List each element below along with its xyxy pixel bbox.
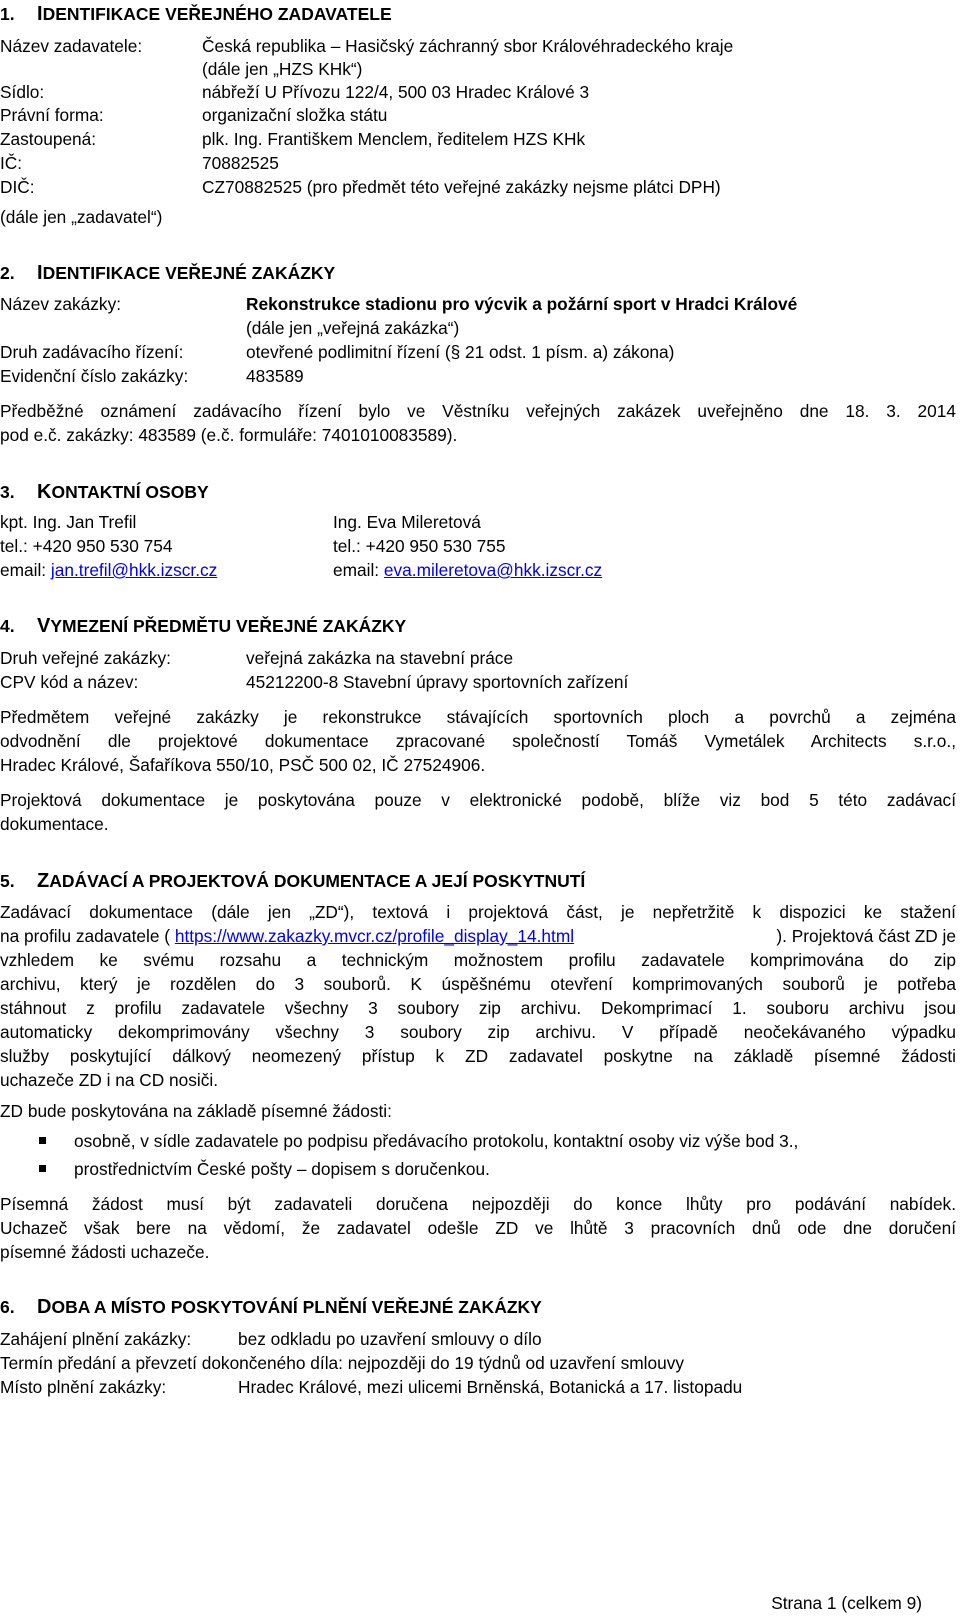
s4-paragraph-2: Projektová dokumentace je poskytována pouze v elektronické podobě, blíže viz bod 5 této zadávací dokumentace. (0, 790, 956, 834)
contact-2-tel: tel.: +420 950 530 755 (333, 536, 506, 556)
contact-1-email-row: email: jan.trefil@hkk.izscr.cz (0, 560, 218, 580)
contact-2-email-link[interactable]: eva.mileretova@hkk.izscr.cz (383, 560, 603, 580)
section-5-heading: 5. ZADÁVACÍ A PROJEKTOVÁ DOKUMENTACE A JEJÍ POSKYTNUTÍ (0, 870, 586, 892)
s5-paragraph-1: Zadávací dokumentace (dále jen „ZD“), textová i projektová část, je nepřetržitě k dispozici ke stažení na profilu zadavatele ( https://www.zakazky.mvcr.cz/profile_display_14.html ). Projektová část ZD je vzhledem ke svému rozsahu a technickým možnostem profilu zadavatele komprimována do zip archivu, který je rozdělen do 3 souborů. K úspěšnému otevření komprimovaných souborů je potřeba stáhnout z profilu zadavatele všechny 3 soubory zip archivu. Dekomprimací 1. souboru archivu jsou automaticky dekomprimovány všechny 3 soubory zip archivu. V případě neočekávaného výpadku služby poskytující dálkový neomezený přístup k ZD zadavatel poskytne na základě písemné žádosti uchazeče ZD i na CD nosiči. (0, 902, 956, 1090)
s4-paragraph-1: Předmětem veřejné zakázky je rekonstrukce stávajících sportovních ploch a povrchů a zejména odvodnění dle projektové dokumentace zpracované společností Tomáš Vymetálek Architects s.r.o., Hradec Králové, Šafaříkova 550/10, PSČ 500 02, IČ 27524906. (0, 707, 956, 775)
section-1-heading: 1. IDENTIFIKACE VEŘEJNÉHO ZADAVATELE (0, 3, 392, 25)
section-4-heading: 4. VYMEZENÍ PŘEDMĚTU VEŘEJNÉ ZAKÁZKY (0, 615, 407, 637)
section-2-heading: 2. IDENTIFIKACE VEŘEJNÉ ZAKÁZKY (0, 262, 336, 284)
contact-1-name: kpt. Ing. Jan Trefil (0, 512, 137, 532)
s5-paragraph-3: Písemná žádost musí být zadavateli doručena nejpozději do konce lhůty pro podávání nabídek. Uchazeč však bere na vědomí, že zadavatel odešle ZD ve lhůtě 3 pracovních dnů ode dne doručení písemné žádosti uchazeče. (0, 1194, 956, 1262)
section-6-heading: 6. DOBA A MÍSTO POSKYTOVÁNÍ PLNĚNÍ VEŘEJNÉ ZAKÁZKY (0, 1296, 542, 1318)
contact-2-email-row: email: eva.mileretova@hkk.izscr.cz (333, 560, 603, 580)
contact-2-name: Ing. Eva Mileretová (333, 512, 481, 532)
contact-1-email-link[interactable]: jan.trefil@hkk.izscr.cz (50, 560, 218, 580)
s5-paragraph-2: ZD bude poskytována na základě písemné žádosti: (0, 1101, 392, 1121)
contact-1-tel: tel.: +420 950 530 754 (0, 536, 173, 556)
bullet-square-icon (39, 1165, 46, 1172)
bullet-square-icon (39, 1137, 46, 1144)
s1-note: (dále jen „zadavatel“) (0, 207, 163, 227)
page-footer: Strana 1 (celkem 9) (771, 1593, 922, 1613)
section-3-heading: 3. KONTAKTNÍ OSOBY (0, 481, 209, 503)
s2-paragraph: Předběžné oznámení zadávacího řízení bylo ve Věstníku veřejných zakázek uveřejněno dne 18. 3. 2014 pod e.č. zakázky: 483589 (e.č. formuláře: 7401010083589). (0, 401, 956, 445)
document-page: 1. IDENTIFIKACE VEŘEJNÉHO ZADAVATELE Název zadavatele: Česká republika – Hasičský záchranný sbor Královéhradeckého kraje (dále jen „HZS KHk“) Sídlo: nábřeží U Přívozu 122/4, 500 03 Hradec Králové 3 Právní forma: organizační složka státu Zastoupená: plk. Ing. Františkem Menclem, ředitelem HZS KHk IČ: 70882525 DIČ: CZ70882525 (pro předmět této veřejné zakázky nejsme plátci DPH) (dále jen „zadavatel“) 2. IDENTIFIKACE VEŘEJNÉ ZAKÁZKY Název zakázky: Rekonstrukce stadionu pro výcvik a požární sport v Hradci Králové (dále jen „veřejná zakázka“) Druh zadávacího řízení: otevřené podlimitní řízení (§ 21 odst. 1 písm. a) zákona) Evidenční číslo zakázky: 483589 Předběžné oznámení zadávacího řízení bylo ve Věstníku veřejných zakázek uveřejněno dne 18. 3. 2014 pod e.č. zakázky: 483589 (e.č. formuláře: 7401010083589). 3. KONTAKTNÍ OSOBY kpt. Ing. Jan Trefil tel.: +420 950 530 754 email: jan.trefil@hkk.izscr.cz Ing. Eva Mileretová tel.: +420 950 530 755 email: eva.mileretova@hkk.izscr.cz 4. VYMEZENÍ PŘEDMĚTU VEŘEJNÉ ZAKÁZKY Druh veřejné zakázky: veřejná zakázka na stavební práce CPV kód a název: 45212200-8 Stavební úpravy sportovních zařízení Předmětem veřejné zakázky je rekonstrukce stávajících sportovních ploch a povrchů a zejména odvodnění dle projektové dokumentace zpracované společností Tomáš Vymetálek Architects s.r.o., Hradec Králové, Šafaříkova 550/10, PSČ 500 02, IČ 27524906. Projektová dokumentace je poskytována pouze v elektronické podobě, blíže viz bod 5 této zadávací dokumentace. 5. ZADÁVACÍ A PROJEKTOVÁ DOKUMENTACE A JEJÍ POSKYTNUTÍ Zadávací dokumentace (dále jen „ZD“), textová i projektová část, je nepřetržitě k dispozici ke stažení na profilu zadavatele ( https://www.zakazky.mvcr.cz/profile_display_14.html ). Projektová část ZD je vzhledem ke svému rozsahu a technickým možnostem profilu zadavatele komprimována do zip archivu, který je rozdělen do 3 souborů. K úspěšnému otevření komprimovaných souborů je potřeba stáhnout z profilu zadavatele všechny 3 soubory zip archivu. Dekomprimací 1. souboru archivu jsou automaticky dekomprimovány všechny 3 soubory zip archivu. V případě neočekávaného výpadku služby poskytující dálkový neomezený přístup k ZD zadavatel poskytne na základě písemné žádosti uchazeče ZD i na CD nosiči. ZD bude poskytována na základě písemné žádosti: osobně, v sídle zadavatele po podpisu předávacího protokolu, kontaktní osoby viz výše bod 3., prostřednictvím České pošty – dopisem s doručenkou. Písemná žádost musí být zadavateli doručena nejpozději do konce lhůty pro podávání nabídek. Uchazeč však bere na vědomí, že zadavatel odešle ZD ve lhůtě 3 pracovních dnů ode dne doručení písemné žádosti uchazeče. 6. DOBA A MÍSTO POSKYTOVÁNÍ PLNĚNÍ VEŘEJNÉ ZAKÁZKY Zahájení plnění zakázky: bez odkladu po uzavření smlouvy o dílo Termín předání a převzetí dokončeného díla: nejpozději do 19 týdnů od uzavření smlouvy Místo plnění zakázky: Hradec Králové, mezi ulicemi Brněnská, Botanická a 17. listopadu Strana 1 (celkem 9) (0, 3, 956, 1613)
profile-link[interactable]: https://www.zakazky.mvcr.cz/profile_display_14.html (174, 926, 575, 946)
s5-profile-line: na profilu zadavatele ( https://www.zakazky.mvcr.cz/profile_display_14.html ). Projektová část ZD je (0, 926, 956, 946)
